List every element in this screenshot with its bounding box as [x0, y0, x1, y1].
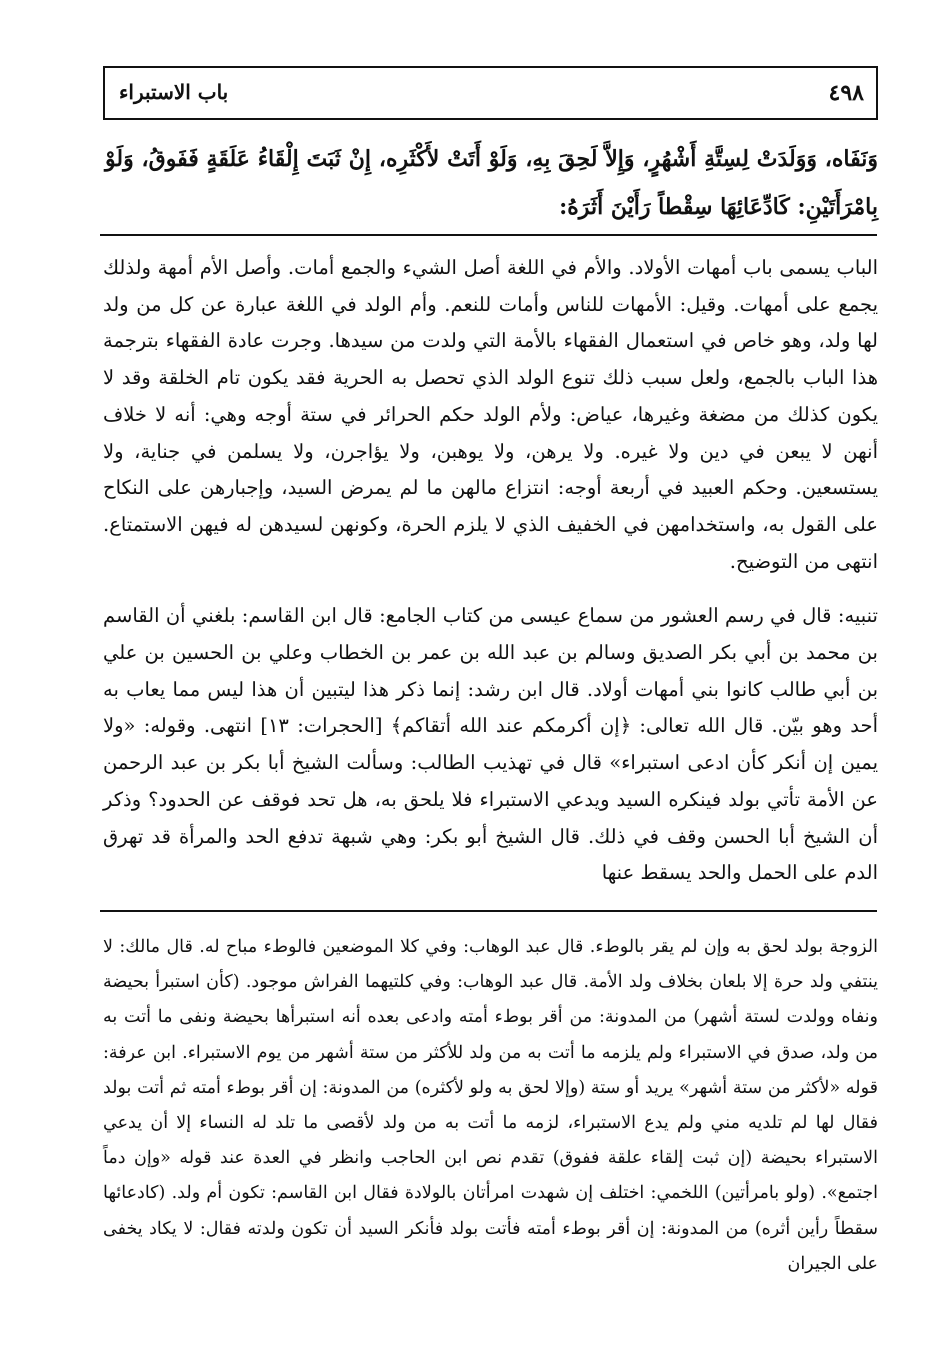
footnote-divider	[100, 910, 877, 912]
commentary	[103, 250, 878, 892]
page-header	[103, 66, 878, 120]
matn-divider	[100, 234, 877, 236]
page-number: ٤٩٨	[828, 80, 864, 106]
chapter-title: باب الاستبراء	[119, 80, 229, 104]
footnote-paragraph: الزوجة بولد لحق به وإن لم يقر بالوطء. قال عبد الوهاب: وفي كلا الموضعين فالوطء مباح له. قال مالك: لا ينتفي ولد حرة إلا بلعان بخلاف ولد الأمة. قال عبد الوهاب: وفي كلتيهما الفراش موجود. (كأن استبرأ بحيضة ونفاه وولدت لستة أشهر) من المدونة: من أقر بوطء أمته وادعى بعده أنه استبرأها بحيضة ونفى ما أتت به من ولد، صدق في الاستبراء ولم يلزمه ما أتت به من ولد للأكثر من ستة أشهر من يوم الاستبراء. ابن عرفة: قوله «لأكثر من ستة أشهر» يريد أو ستة (وإلا لحق به ولو لأكثره) من المدونة: إن أقر بوطء أمته ثم أتت بولد فقال لها لم تلديه مني ولم يدع الاستبراء، لزمه ما أتت به من ولد لأقصى ما تلد له النساء إلا أن يدعي الاستبراء بحيضة (إن ثبت إلقاء علقة ففوق) تقدم نص ابن الحاجب وانظر في العدة عند قوله «وإن دماً اجتمع». (ولو بامرأتين) اللخمي: اختلف إن شهدت امرأتان بالولادة فقال ابن القاسم: تكون أم ولد. (كادعائها سقطاً رأين أثره) من المدونة: إن أقر بوطء أمته فأتت بولد فأنكر السيد أن تكون ولدته فقال: لا يكاد يخفى على الجيران	[103, 937, 878, 1274]
matn-text: وَنَفَاه، وَوَلَدَتْ لِسِتَّةِ أَشْهُرٍ، وَإِلاَّ لَحِقَ بِهِ، وَلَوْ أَتَتْ لأَكْثَرِه، إِنْ ثَبَتَ إِلْقَاءُ عَلَقَةٍ فَفَوقُ، وَلَوْ بِامْرَأَتَيْنِ: كَادِّعَائِهَا سِقْطاً رَأَيْنَ أَثَرَهُ:	[105, 146, 878, 220]
footnotes	[103, 930, 878, 1282]
commentary-paragraph: تنبيه: قال في رسم العشور من سماع عيسى من كتاب الجامع: قال ابن القاسم: بلغني أن القاسم بن محمد بن أبي بكر الصديق وسالم بن عبد الله بن عمر بن الخطاب وعلي بن الحسين بن علي بن أبي طالب كانوا بني أمهات أولاد. قال ابن رشد: إنما ذكر هذا ليتبين أن هذا ليس مما يعاب به أحد وهو بيّن. قال الله تعالى: ﴿إن أكرمكم عند الله أتقاكم﴾ [الحجرات: ١٣] انتهى. وقوله: «ولا يمين إن أنكر كأن ادعى استبراء» قال في تهذيب الطالب: وسألت الشيخ أبا بكر بن عبد الرحمن عن الأمة تأتي بولد فينكره السيد ويدعي الاستبراء فلا يلحق به، هل تحد فوقف عن الحدود؟ وذكر أن الشيخ أبا الحسن وقف في ذلك. قال الشيخ أبو بكر: وهي شبهة تدفع الحد والمرأة قد تهرق الدم على الحمل والحد يسقط عنها	[103, 604, 878, 885]
commentary-paragraph: الباب يسمى باب أمهات الأولاد. والأم في اللغة أصل الشيء والجمع أمات. وأصل الأم أمهة ولذلك يجمع على أمهات. وقيل: الأمهات للناس وأمات للنعم. وأم الولد في اللغة عبارة عن كل من ولد لها ولد، وهو خاص في استعمال الفقهاء بالأمة التي ولدت من سيدها. وجرت عادة الفقهاء بترجمة هذا الباب بالجمع، ولعل سبب ذلك تنوع الولد الذي تحصل به الحرية فقد يكون تام الخلقة وقد لا يكون كذلك من مضغة وغيرها، عياض: ولأم الولد حكم الحرائر في ستة أوجه وهي: أنه لا خلاف أنهن لا يبعن في دين ولا غيره. ولا يرهن، ولا يوهبن، ولا يؤاجرن، ولا يسلمن في جناية، ولا يستسعين. وحكم العبيد في أربعة أوجه: انتزاع مالهن ما لم يمرض السيد، وإجبارهن على النكاح على القول به، واستخدامهن في الخفيف الذي لا يلزم الحرة، وكونهن لسيدهن له فيهن الاستمتاع. انتهى من التوضيح.	[103, 256, 878, 573]
